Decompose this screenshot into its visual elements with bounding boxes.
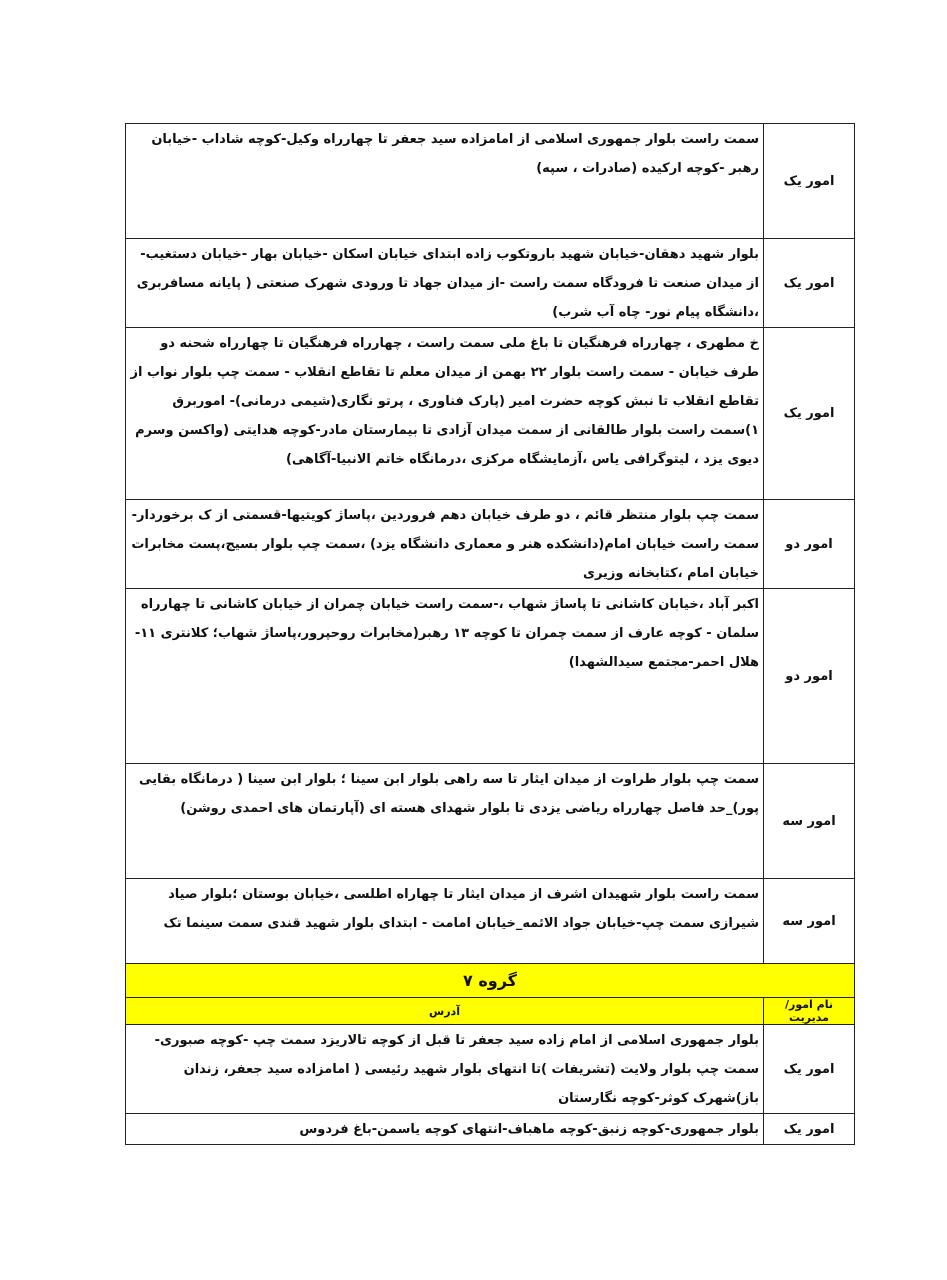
table-row — [126, 764, 855, 879]
table-row — [126, 239, 855, 328]
office-name: امور یک — [764, 1114, 855, 1145]
office-name: امور دو — [764, 589, 855, 764]
address-cell: سمت راست بلوار شهیدان اشرف از میدان ایثار تا چهاراه اطلسی ،خیابان بوستان ؛بلوار صیاد شیرازی سمت چپ-خیابان جواد الائمه_خیابان امامت - ابتدای بلوار شهید قندی سمت سینما تک — [126, 879, 764, 964]
table-row — [126, 879, 855, 964]
col-header-address: آدرس — [126, 998, 764, 1025]
office-name: امور یک — [764, 239, 855, 328]
office-name: امور یک — [764, 124, 855, 239]
office-name: امور سه — [764, 764, 855, 879]
column-header-row — [126, 998, 855, 1025]
table-row — [126, 1025, 855, 1114]
table-row — [126, 328, 855, 500]
address-cell: سمت چپ بلوار منتظر قائم ، دو طرف خیابان دهم فروردین ،پاساژ کویتیها-قسمتی از ک برخوردار-سمت راست خیابان امام(دانشکده هنر و معماری دانشگاه یزد) ،سمت چپ بلوار بسیج،پست مخابرات خیابان امام ،کتابخانه وزیری — [126, 500, 764, 589]
address-cell: بلوار شهید دهقان-خیابان شهید باروتکوب زاده ابتدای خیابان اسکان -خیابان بهار -خیابان دستغیب-از میدان صنعت تا فرودگاه سمت راست -از میدان جهاد تا ورودی شهرک صنعتی ( پایانه مسافربری ،دانشگاه پیام نور- چاه آب شرب) — [126, 239, 764, 328]
address-cell: سمت راست بلوار جمهوری اسلامی از امامزاده سید جعفر تا چهارراه وکیل-کوچه شاداب -خیابان رهبر -کوچه ارکیده (صادرات ، سپه) — [126, 124, 764, 239]
table-row — [126, 1114, 855, 1145]
office-name: امور دو — [764, 500, 855, 589]
table-row — [126, 124, 855, 239]
address-cell: بلوار جمهوری اسلامی از امام زاده سید جعفر تا قبل از کوچه تالاریزد سمت چپ -کوچه صبوری-سمت چپ بلوار ولایت (تشریفات )تا انتهای بلوار شهید رئیسی ( امامزاده سید جعفر، زندان باز)شهرک کوثر-کوچه نگارستان — [126, 1025, 764, 1114]
office-name: امور سه — [764, 879, 855, 964]
group-header-row — [126, 964, 855, 998]
col-header-name: نام امور/مدیریت — [764, 998, 855, 1025]
office-name: امور یک — [764, 328, 855, 500]
address-table — [125, 123, 855, 1145]
address-cell: بلوار جمهوری-کوچه زنبق-کوچه ماهباف-انتهای کوچه یاسمن-باغ فردوس — [126, 1114, 764, 1145]
address-cell: سمت چپ بلوار طراوت از میدان ایثار تا سه راهی بلوار ابن سینا ؛ بلوار ابن سینا ( درمانگاه بقایی پور)_حد فاصل چهارراه ریاضی یزدی تا بلوار شهدای هسته ای (آپارتمان های احمدی روشن) — [126, 764, 764, 879]
group-title: گروه ۷ — [126, 964, 855, 998]
office-name: امور یک — [764, 1025, 855, 1114]
table-row — [126, 589, 855, 764]
address-cell: خ مطهری ، چهارراه فرهنگیان تا باغ ملی سمت راست ، چهارراه فرهنگیان تا چهارراه شحنه دو طرف خیابان - سمت راست بلوار ۲۲ بهمن از میدان معلم تا تقاطع انقلاب - سمت چپ بلوار نواب از تقاطع انقلاب تا نبش کوچه حضرت امیر (پارک فناوری ، پرتو نگاری(شیمی درمانی)- اموربرق ۱)سمت راست بلوار طالقانی از سمت میدان آزادی تا بیمارستان مادر-کوچه هدایتی (واکسن وسرم دیوی یزد ، لیتوگرافی یاس ،آزمایشگاه مرکزی ،درمانگاه خاتم الانبیا-آگاهی) — [126, 328, 764, 500]
address-cell: اکبر آباد ،خیابان کاشانی تا پاساژ شهاب ،-سمت راست خیابان چمران از خیابان کاشانی تا چهارراه سلمان - کوچه عارف از سمت چمران تا کوچه ۱۳ رهبر(مخابرات روحپرور،پاساژ شهاب؛ کلانتری ۱۱-هلال احمر-مجتمع سیدالشهدا) — [126, 589, 764, 764]
table-row — [126, 500, 855, 589]
